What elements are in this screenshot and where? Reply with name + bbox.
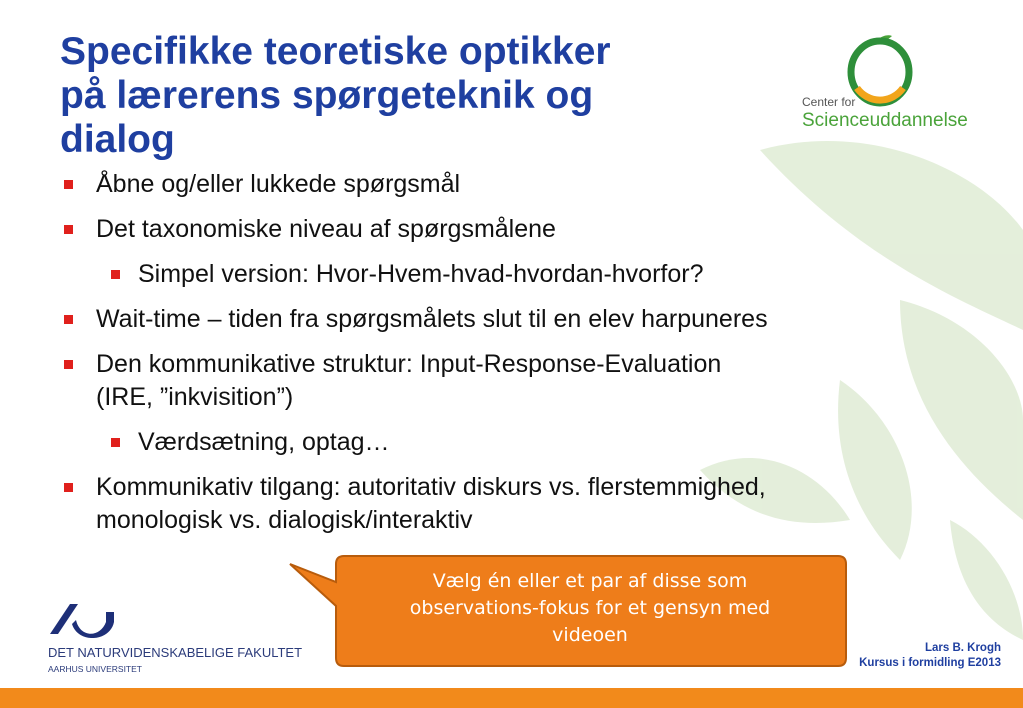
bullet-text: Simpel version: Hvor-Hvem-hvad-hvordan-hvorfor? bbox=[138, 260, 704, 288]
callout-line: videoen bbox=[552, 624, 628, 646]
logo-scienceuddannelse-text: Scienceuddannelse bbox=[802, 110, 968, 131]
slide-title bbox=[60, 30, 760, 162]
title-line-2: på lærerens spørgeteknik og bbox=[60, 74, 594, 117]
bullet-square-icon bbox=[64, 483, 73, 492]
bullet-text: Det taxonomiske niveau af spørgsmålene bbox=[96, 215, 556, 243]
sub-bullet-item bbox=[60, 258, 990, 291]
bullet-text: Åbne og/eller lukkede spørgsmål bbox=[96, 170, 461, 198]
bullet-text: Wait-time – tiden fra spørgsmålets slut til en elev harpuneres bbox=[96, 305, 768, 333]
sub-bullet-item bbox=[60, 426, 990, 459]
faculty-name: DET NATURVIDENSKABELIGE FAKULTET bbox=[48, 645, 303, 660]
logo-center-for-text: Center for bbox=[802, 95, 856, 109]
callout-text bbox=[336, 568, 844, 649]
bullet-square-icon bbox=[111, 438, 120, 447]
bullet-item bbox=[60, 168, 990, 201]
bullet-item bbox=[60, 213, 990, 246]
callout-line: observations-fokus for et gensyn med bbox=[409, 597, 771, 619]
bullet-item bbox=[60, 348, 990, 414]
bullet-square-icon bbox=[64, 360, 73, 369]
bullet-text-line: (IRE, ”inkvisition”) bbox=[96, 383, 294, 411]
bullet-square-icon bbox=[64, 225, 73, 234]
bottom-orange-bar bbox=[0, 688, 1023, 708]
bullet-text: Værdsætning, optag… bbox=[138, 428, 390, 456]
bullet-text-line: monologisk vs. dialogisk/interaktiv bbox=[96, 506, 473, 534]
bullet-square-icon bbox=[64, 315, 73, 324]
bullet-item bbox=[60, 303, 990, 336]
title-line-3: dialog bbox=[60, 118, 175, 161]
bullet-text-line: Den kommunikative struktur: Input-Response-Evaluation bbox=[96, 350, 722, 378]
bullet-item bbox=[60, 471, 990, 537]
bullet-square-icon bbox=[64, 180, 73, 189]
callout-line: Vælg én eller et par af disse som bbox=[432, 570, 748, 592]
university-name: AARHUS UNIVERSITET bbox=[48, 664, 142, 674]
footer-author: Lars B. Krogh bbox=[924, 642, 1001, 654]
footer-course: Kursus i formidling E2013 bbox=[859, 657, 1001, 669]
bullet-list bbox=[60, 168, 990, 537]
bullet-square-icon bbox=[111, 270, 120, 279]
aarhus-university-logo bbox=[48, 598, 118, 638]
title-line-1: Specifikke teoretiske optikker bbox=[60, 30, 611, 73]
bullet-text-line: Kommunikativ tilgang: autoritativ diskurs vs. flerstemmighed, bbox=[96, 473, 766, 501]
